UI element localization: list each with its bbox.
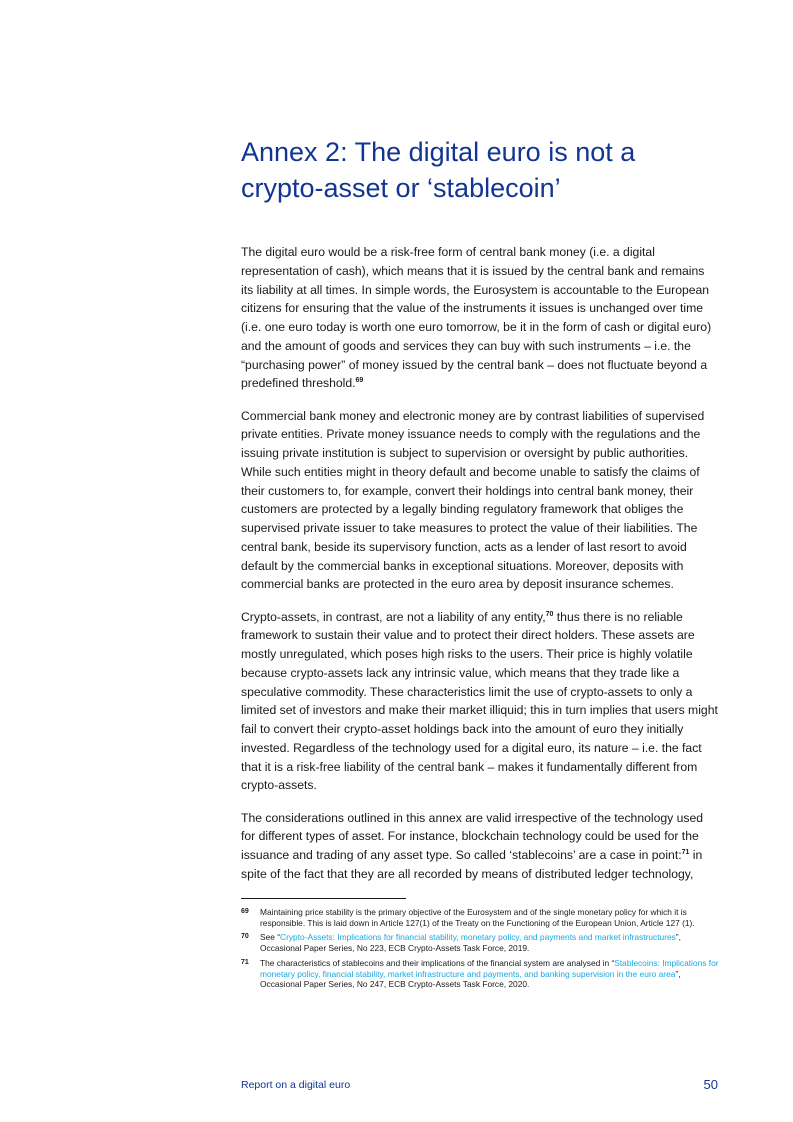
paragraph-3	[241, 608, 719, 796]
paragraph-2-text: Commercial bank money and electronic money are by contrast liabilities of supervised private entities. Private money issuance needs to comply with the regulations and the issuing private institution is subject to supervision or oversight by public authorities. While such entities might in theory default and become unable to satisfy the claims of their customers to, for example, convert their holdings into central bank money, their customers are protected by a legally binding regulatory framework that obliges the supervised private issuer to take measures to protect the value of their liabilities. The central bank, beside its supervisory function, acts as a lender of last resort to avoid default by the commercial banks in exceptional situations. Moreover, deposits with commercial banks are protected in the euro area by deposit insurance schemes.	[241, 408, 705, 592]
footnote-text: Maintaining price stability is the primary objective of the Eurosystem and of the single monetary policy for which it is responsible. This is laid down in Article 127(1) of the Treaty on the Functioning of the European Union, Article 127 (1).	[260, 907, 695, 928]
paragraph-1-text: The digital euro would be a risk-free form of central bank money (i.e. a digital representation of cash), which means that it is issued by the central bank and remains its liability at all times. In simple words, the Eurosystem is accountable to the European citizens for ensuring that the value of the instruments it issues is unchanged over time (i.e. one euro today is worth one euro tomorrow, be it in the form of cash or digital euro) and the amount of goods and services they can buy with such instruments – i.e. the “purchasing power” of money issued by the central bank – does not fluctuate beyond a predefined threshold.	[241, 245, 712, 391]
paragraph-4-text-a: The considerations outlined in this annex are valid irrespective of the technology used for different types of asset. For instance, blockchain technology could be used for the issuance and trading of any asset type. So called ‘stablecoins’ are a case in point:	[241, 810, 704, 862]
footnote-text-post: ”, Occasional Paper Series, No 247, ECB Crypto-Assets Task Force, 2020.	[260, 968, 681, 990]
footnote-text	[260, 958, 719, 990]
footnote-text-post: ”, Occasional Paper Series, No 223, ECB Crypto-Assets Task Force, 2019.	[260, 932, 681, 954]
paragraph-1	[241, 243, 719, 393]
footnote-ref-69[interactable]: 69	[355, 377, 364, 385]
paragraph-3-text-b: thus there is no reliable framework to sustain their value and to protect their direct holders. These assets are mostly unregulated, which poses high risks to the users. Their price is highly volatile because crypto-assets lack any intrinsic value, which means that they trade like a speculative commodity. These characteristics limit the use of crypto-assets to only a limited set of investors and make their market illiquid; this in turn implies that users might fail to convert their crypto-asset holdings back into the amount of euro they initially invested. Regardless of the technology used for a digital euro, its nature – i.e. the fact that it is a risk-free liability of the central bank – makes it fundamentally different from crypto-assets.	[241, 609, 718, 793]
footnote-text-pre: The characteristics of stablecoins and their implications of the financial system are analysed in “	[260, 957, 615, 968]
footnote-70	[241, 932, 719, 953]
body-text	[241, 243, 719, 897]
footnote-link[interactable]: Stablecoins: Implications for monetary policy, financial stability, market infrastructure and payments, and banking supervision in the euro area	[260, 957, 719, 979]
paragraph-2	[241, 407, 719, 595]
paragraph-3-text-a: Crypto-assets, in contrast, are not a liability of any entity,	[241, 609, 546, 624]
footnote-ref-71[interactable]: 71	[681, 848, 690, 856]
footnote-link[interactable]: Crypto-Assets: Implications for financial stability, monetary policy, and payments and market infrastructures	[280, 932, 676, 943]
footnote-ref-70[interactable]: 70	[545, 610, 554, 618]
footnote-number: 70	[241, 933, 249, 941]
page-number: 50	[703, 1077, 718, 1092]
footnote-text-pre: See “	[260, 932, 281, 943]
title-line-1: Annex 2: The digital euro is not a	[241, 137, 636, 167]
page-title	[241, 134, 721, 206]
footnote-number: 71	[241, 958, 249, 966]
footer-report-title: Report on a digital euro	[241, 1079, 351, 1091]
paragraph-4-text-b: in spite of the fact that they are all recorded by means of distributed ledger technology,	[241, 848, 703, 881]
footnote-divider	[241, 898, 406, 899]
footnote-69	[241, 907, 719, 928]
paragraph-4	[241, 809, 719, 884]
footnote-number: 69	[241, 908, 249, 915]
footnotes	[241, 907, 719, 994]
footnote-71	[241, 958, 719, 990]
title-line-2: crypto-asset or ‘stablecoin’	[241, 173, 561, 203]
footnote-text	[260, 932, 719, 953]
